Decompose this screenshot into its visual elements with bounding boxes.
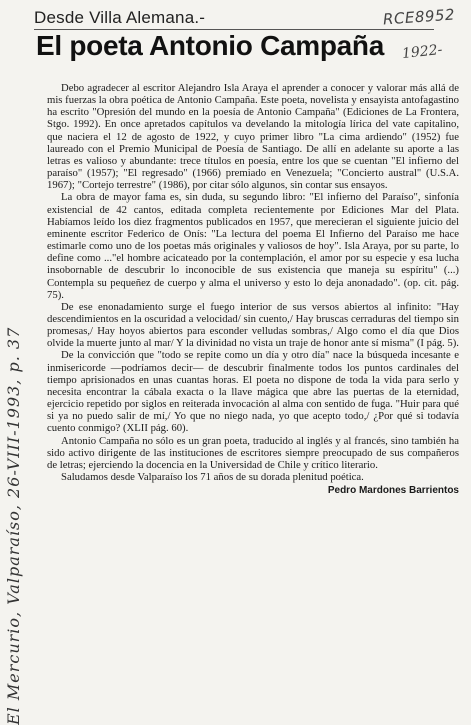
handwritten-catalog-code: RCE8952 (382, 5, 456, 29)
article-title: El poeta Antonio Campaña (36, 30, 385, 61)
handwritten-source-note: El Mercurio, Valparaíso, 26-VIII-1993, p. 37 (4, 326, 23, 725)
article-paragraph-6: Saludamos desde Valparaíso los 71 años de su dorada plenitud poética. (61, 471, 364, 483)
article-paragraph-2: La obra de mayor fama es, sin duda, su segundo libro: "El infierno del Paraíso", sinfonía existencial de 42 cantos, editada completa recientemente por Ediciones Mar del Plata. Habíamos leído los diez fragmentos publicados en 1957, que merecieran el siguiente juicio del eminente escritor Federico de Onís: "La lectura del poema El Infierno del Paraíso me hace estimarle como uno de los poetas más originales y valiosos de hoy". Isla Araya, por su parte, lo define como ..."el hombre acicateado por la contemplación, el amor por su especie y esa lucha insobornable de descubrir lo inconocible de sus existencia que maneja su espíritu" (...) Contempla su pequeñez de cuerpo y alma el universo y esto lo deja anonadado". (op. cit. pág. 75). (47, 191, 459, 301)
handwritten-year: 1922- (401, 41, 444, 63)
article-paragraph-1: Debo agradecer al escritor Alejandro Isla Araya el aprender a conocer y valorar más allá de mis fuerzas la obra poética de Antonio Campaña. Este poeta, novelista y ensayista antofagastino ha escrito "Opresión del mundo en la poesía de Antonio Campaña" (Ediciones de La Frontera, Stgo. 1992). En once apretados capítulos va develando la mitología lírica del vate capitalino, que naciera el 12 de agosto de 1922, y cuyo primer libro "La cima ardiendo" (1952) fue laureado con el Premio Municipal de Poesía de Santiago. De allí en adelante su aporte a las letras es valioso y abundante: trece títulos en poesía, entre los que se cuentan "El infierno del paraíso" (1957); "El regresado" (1966) premiado en Venezuela; "Concierto austral" (U.S.A. 1967); "Cortejo terrestre" (1986), por citar sólo algunos, sin contar sus ensayos. (47, 82, 459, 192)
article-paragraph-3: De ese enonadamiento surge el fuego interior de sus versos abiertos al infinito: "Hay descendimientos en la oscuridad a velocidad/ sin cuento,/ Hay bruscas cerraduras del tiempo sin promesas,/ Hay hoyos abiertos para esconder velludas sombras,/ Algo como el día que Dios olvide la muerte junto al mar/ Y la divinidad no vista un traje de honor ante sí misma" (I pág. 5). (47, 300, 459, 350)
article-paragraph-4: De la convicción que "todo se repite como un día y otro día" nace la búsqueda incesante e inmisericorde —podríamos decir— de descubrir finalmente todos los puntos cardinales del tiempo aprisionados en unas cuantas horas. El poeta no dispone de toda la vida para serlo y necesita encontrar la cábala exacta o la llave mágica que abre las puertas de la eternidad, ejercicio repetido por siglos en reiterada invocación al alma con sentido de fuga. "Huir para qué si ya no puedo salir de mí,/ Yo que no niego nada, yo que acepto todo,/ ¿Por qué si todavía cuento conmigo? (XLII pág. 60). (47, 349, 459, 435)
article-body (47, 82, 459, 497)
section-kicker: Desde Villa Alemana.- (34, 8, 206, 27)
article-paragraph-5: Antonio Campaña no sólo es un gran poeta, traducido al inglés y al francés, sino también ha sido activo dirigente de las instituciones de escritores siempre preocupado de sus compañeros de letras; ejerciendo la docencia en la Universidad de Chile y crítico literario. (47, 434, 459, 471)
author-signature: Pedro Mardones Barrientos (327, 485, 459, 497)
